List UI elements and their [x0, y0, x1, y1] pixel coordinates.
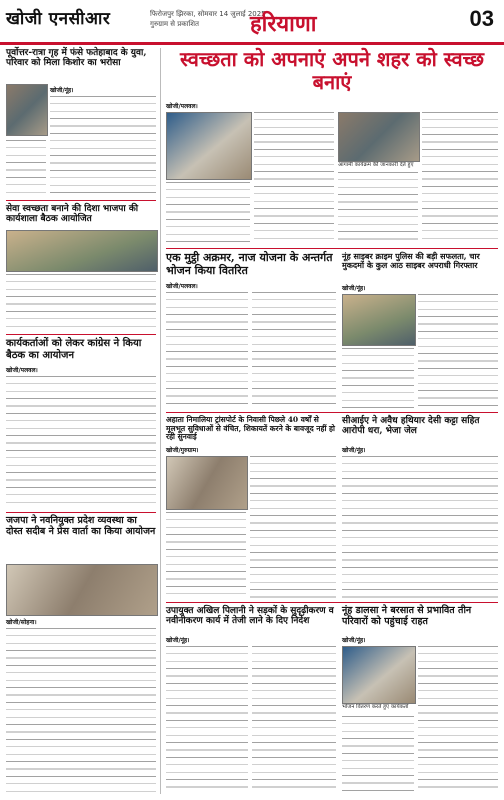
story10-body-1 [342, 716, 414, 794]
story2-body [6, 274, 156, 330]
story8-body [6, 628, 156, 794]
story1-body-cont [6, 140, 46, 196]
lead-byline: खोजी/पलवल। [166, 103, 198, 110]
section-title: हरियाणा [250, 11, 317, 37]
story5-headline: नूंह साइबर क्राइम पुलिस की बड़ी सफलता, चार मुकदमों के कुल आठ साइबर अपराधी गिरफ्तार [342, 251, 480, 271]
story5-body-2 [342, 348, 414, 408]
story9-body-1 [166, 646, 248, 794]
lead-caption: आगामी कार्यक्रम की जानकारी देते हुए [338, 162, 414, 168]
story10-caption: भोजन वितरण करते हुए कार्यकर्ता [342, 704, 409, 710]
story3-byline: खोजी/पलवल। [166, 283, 198, 290]
divider [166, 412, 498, 413]
divider [166, 248, 498, 249]
story6-byline: खोजी/गुरुग्राम। [166, 447, 199, 454]
lead-body-2 [254, 112, 334, 244]
page-number: 03 [469, 6, 494, 31]
story5-byline: खोजी/नूंह। [342, 285, 366, 292]
story6-headline: अहाता निमालिया ट्रांसपोर्ट के निवासी पिछले 40 वर्षों से मूलभूत सुविधाओं से वंचित, शिकायतें करने के बावजूद नहीं हो रही सुनवाई [166, 415, 335, 442]
story7-body [342, 456, 498, 598]
story4-headline: कार्यकर्ताओं को लेकर कांग्रेस ने किया बैठक का आयोजन [6, 338, 142, 361]
story6-body-2 [250, 456, 336, 598]
story4-byline: खोजी/पलवल। [6, 367, 38, 374]
story3-body-2 [252, 292, 336, 408]
lead-photo-1 [166, 112, 252, 180]
story7-byline: खोजी/नूंह। [342, 447, 366, 454]
story1-body [50, 96, 156, 196]
story7-headline: सीआईए ने अवैध हथियार देसी कट्टा सहित आरोपी धरा, भेजा जेल [342, 416, 480, 437]
story10-headline: नूंह डालसा ने बरसात से प्रभावित तीन परिवारों को पहुंचाई राहत [342, 605, 472, 627]
story8-headline: जजपा ने नवनियुक्त प्रदेश व्यवस्था का दोस्त सदीब ने प्रेस वार्ता का किया आयोजन [6, 515, 156, 537]
story10-body-2 [418, 646, 498, 794]
story10-byline: खोजी/नूंह। [342, 637, 366, 644]
story3-body-1 [166, 292, 248, 408]
story9-body-2 [252, 646, 336, 794]
divider [6, 334, 156, 335]
story10-photo [342, 646, 416, 704]
story2-photo [6, 230, 158, 272]
story2-headline: सेवा स्वच्छता बनाने की दिशा भाजपा की कार्यशाला बैठक आयोजित [6, 204, 139, 225]
story8-byline: खोजी/सोहना। [6, 619, 37, 626]
story4-body [6, 376, 156, 508]
lead-headline: स्वच्छता को अपनाएं अपने शहर को स्वच्छ बनाएं [179, 47, 485, 94]
divider [166, 602, 498, 603]
column-separator [160, 48, 161, 794]
story1-headline: पूर्वोत्तर-रात्रा गृह में फंसे फतेहाबाद के युवा, परिवार को मिला किशोर का भरोसा [6, 48, 147, 69]
lead-body-1 [166, 182, 250, 244]
story9-byline: खोजी/नूंह। [166, 637, 190, 644]
lead-body-3 [338, 172, 418, 244]
date-line-1: फिरोजपुर झिरका, सोमवार 14 जुलाई 2025 [150, 10, 266, 18]
story8-photo [6, 564, 158, 616]
lead-body-4 [422, 112, 498, 244]
story3-headline: एक मुट्ठी अक्रमर, नाज योजना के अन्तर्गत भोजन किया वितरित [166, 251, 333, 277]
story5-photo [342, 294, 416, 346]
story1-photo [6, 84, 48, 136]
story5-body-1 [418, 294, 498, 408]
story9-headline: उपायुक्त अखिल पिलानी ने सड़कों के सुदृढ़ीकरण व नवीनीकरण कार्य में तेजी लाने के दिए निर्देश [166, 606, 334, 627]
story6-photo [166, 456, 248, 510]
divider [6, 200, 156, 201]
story6-body-1 [166, 512, 246, 598]
story1-byline: खोजी/नूंह। [50, 87, 74, 94]
divider [6, 512, 156, 513]
lead-photo-2 [338, 112, 420, 162]
date-line-2: गुरुग्राम से प्रकाशित [150, 20, 199, 28]
newspaper-brand: खोजी एनसीआर [6, 9, 111, 29]
